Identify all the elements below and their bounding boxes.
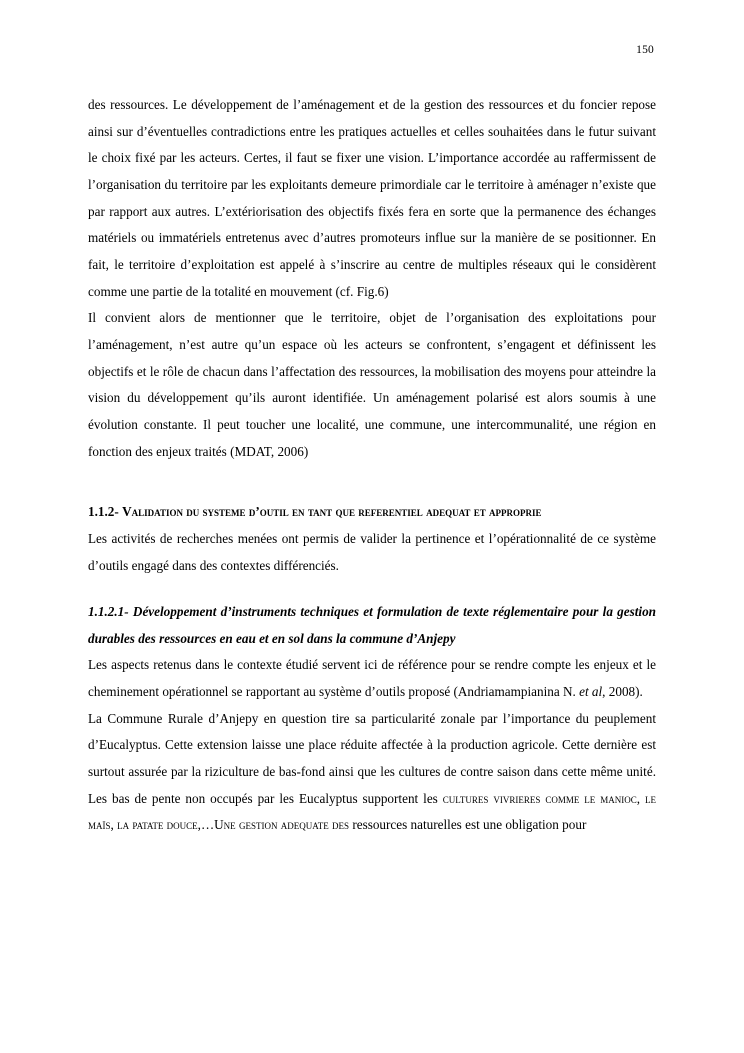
section-spacer [88,465,656,499]
heading-2-number: 1.1.2.1- [88,604,129,620]
heading-level-1 [88,499,656,526]
paragraph-after-heading-1: Les activités de recherches menées ont permis de valider la pertinence et l’opérationnalité de ce système d’outils engagé dans des contextes différenciés. [88,530,656,573]
paragraph-3 [88,652,656,705]
text-run: La Commune Rurale d’Anjepy en question tire sa particularité zonale par l’importance du peuplement d’Eucalyptus. Cette extension laisse une place réduite affectée à la production agricole. Cette dernière est surtout assurée par la riziculture de bas-fond ainsi que les cultures de contre saison dans cette même unité. Les bas de pente non occupés par les Eucalyptus supportent les [88,710,656,806]
text-run: Les aspects retenus dans le contexte étudié servent ici de référence pour se rendre compte les enjeux et le cheminement opérationnel se rapportant au système d’outils proposé (Andriamampianina N. [88,657,656,700]
paragraph-4 [88,706,656,839]
page-number: 150 [636,44,654,56]
small-caps-text: cultures vivrieres comme le manioc, le maïs, la patate douce,…Une gestion adequate des [88,790,656,833]
paragraph-2: Il convient alors de mentionner que le territoire, objet de l’organisation des exploitations pour l’aménagement, n’est autre qu’un espace où les acteurs se confrontent, s’engagent et définissent les objectifs et le rôle de chacun dans l’affectation des ressources, la mobilisation des moyens pour atteindre la vision du développement qu’ils auront identifiée. Un aménagement polarisé est alors soumis à une évolution constante. Il peut toucher une localité, une commune, une intercommunalité, une région en fonction des enjeux traités (MDAT, 2006) [88,310,656,459]
document-body [88,92,656,839]
heading-1-number: 1.1.2- [88,504,119,520]
text-run: , 2008). [602,684,643,700]
heading-1-text: Validation du systeme d’outil en tant que referentiel adequat et approprie [122,504,542,520]
subsection-spacer [88,579,656,599]
text-run: ressources naturelles est une obligation pour [352,817,587,833]
paragraph-1: des ressources. Le développement de l’aménagement et de la gestion des ressources et du foncier repose ainsi sur d’éventuelles contradictions entre les pratiques actuelles et celles souhaitées dans le futur suivant le choix fixé par les acteurs. Certes, il faut se fixer une vision. L’importance accordée au raffermissent de l’organisation du territoire par les exploitants demeure primordiale car le territoire à aménager n’existe que par rapport aux autres. L’extériorisation des objectifs fixés fera en sorte que la permanence des échanges matériels ou immatériels entretenus avec d’autres promoteurs influe sur la manière de se positionner. En fait, le territoire d’exploitation est appelé à s’inscrire au centre de multiples réseaux qui le considèrent comme une partie de la totalité en mouvement (cf. Fig.6) [88,97,656,299]
heading-2-text: Développement d’instruments techniques et formulation de texte réglementaire pour la gestion durables des ressources en eau et en sol dans la commune d’Anjepy [88,604,656,646]
heading-level-2 [88,599,656,652]
emphasis-text: et al [579,684,603,700]
